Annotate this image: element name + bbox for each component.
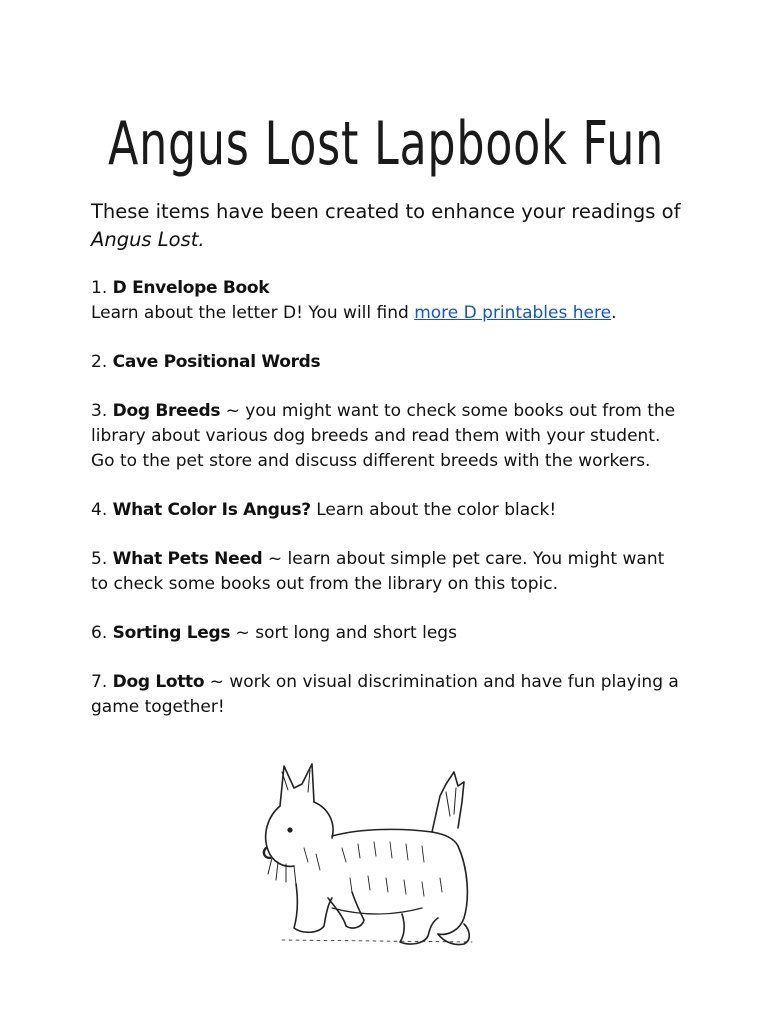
item-number: 3. bbox=[91, 401, 108, 421]
intro-text: These items have been created to enhance your readings of bbox=[91, 200, 681, 223]
item-description: Learn about the color black! bbox=[310, 500, 557, 520]
item-number: 1. bbox=[91, 278, 108, 298]
list-item-7 bbox=[91, 670, 681, 720]
page-title-text: Angus Lost Lapbook Fun bbox=[108, 109, 664, 179]
item-number: 4. bbox=[91, 500, 108, 520]
item-number: 2. bbox=[91, 352, 108, 372]
intro-book-title: Angus Lost. bbox=[91, 228, 205, 251]
item-name: Cave Positional Words bbox=[112, 352, 321, 372]
item-name: What Pets Need bbox=[112, 549, 263, 569]
item-description: Learn about the letter D! You will find bbox=[91, 303, 415, 323]
dog-sketch-icon bbox=[232, 758, 512, 958]
more-d-printables-link[interactable]: more D printables here bbox=[414, 303, 612, 323]
item-punctuation: . bbox=[611, 303, 617, 323]
item-description: ~ you might want to check some books out from the library about various dog breeds and read them with your student. Go to the pet store and discuss different breeds with the workers. bbox=[91, 401, 676, 471]
item-name: Dog Breeds bbox=[112, 401, 221, 421]
list-item-4 bbox=[91, 498, 681, 523]
document-body bbox=[91, 198, 681, 744]
page-title bbox=[108, 96, 668, 196]
list-item-2 bbox=[91, 350, 681, 375]
item-description: ~ work on visual discrimination and have fun playing a game together! bbox=[91, 672, 679, 717]
list-item-1 bbox=[91, 276, 681, 326]
item-name: What Color Is Angus? bbox=[112, 500, 311, 520]
item-name: Sorting Legs bbox=[112, 623, 231, 643]
item-description: ~ sort long and short legs bbox=[230, 623, 457, 643]
list-item-5 bbox=[91, 547, 681, 597]
item-number: 5. bbox=[91, 549, 108, 569]
list-item-3 bbox=[91, 399, 681, 474]
item-name: D Envelope Book bbox=[112, 278, 270, 298]
list-item-6 bbox=[91, 621, 681, 646]
scottie-dog-illustration bbox=[232, 758, 512, 958]
intro-paragraph bbox=[91, 198, 681, 254]
item-number: 6. bbox=[91, 623, 108, 643]
item-name: Dog Lotto bbox=[112, 672, 205, 692]
item-number: 7. bbox=[91, 672, 108, 692]
item-description: ~ learn about simple pet care. You might want to check some books out from the library on this topic. bbox=[91, 549, 665, 594]
